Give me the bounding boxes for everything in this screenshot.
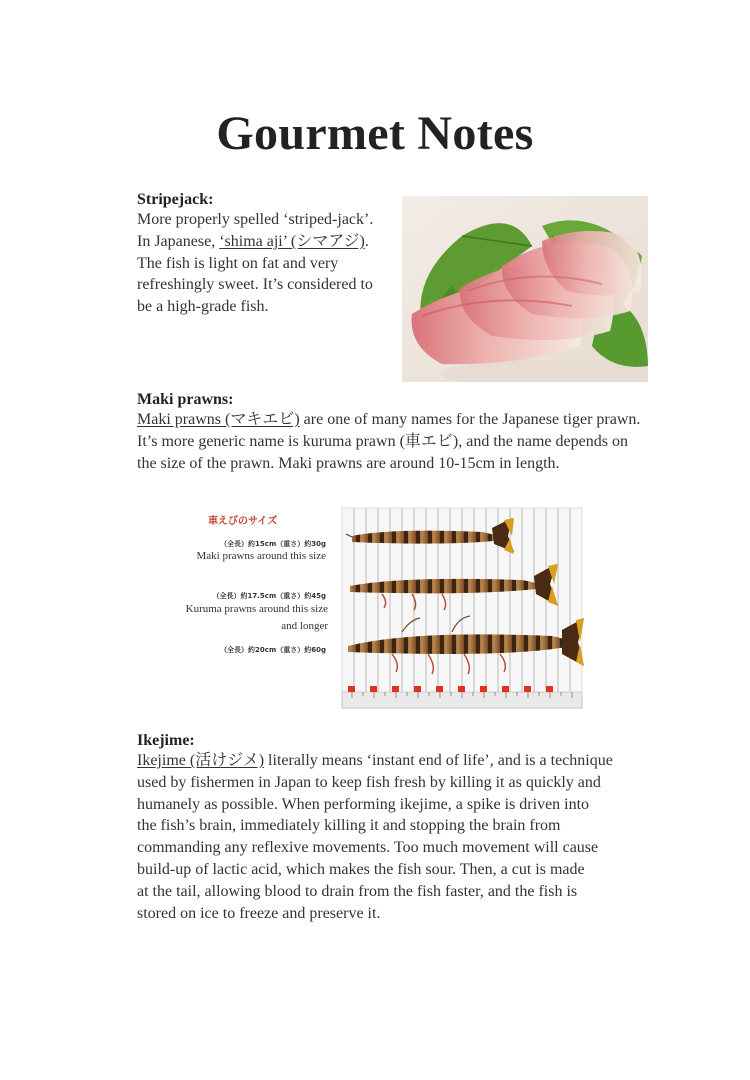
stripejack-line: refreshingly sweet. It’s considered to — [137, 276, 373, 294]
ikejime-section — [137, 732, 677, 924]
text-segment: . — [364, 232, 369, 250]
stripejack-section — [137, 191, 397, 318]
ikejime-line: commanding any reflexive movements. Too much movement will cause — [137, 839, 599, 857]
ikejime-body — [137, 750, 677, 924]
size1-caption: Maki prawns around this size — [196, 550, 326, 562]
text-segment: are one of many names for the Japanese tiger prawn. — [299, 411, 641, 428]
ikejime-line: used by fishermen in Japan to keep fish fresh by killing it as quickly and — [137, 773, 601, 791]
stripejack-line: be a high-grade fish. — [137, 298, 269, 316]
page-title: Gourmet Notes — [216, 107, 534, 160]
size2-jp-label: （全長）約17.5cm（重さ）約45g — [212, 592, 326, 600]
figure-title: 車えびのサイズ — [208, 516, 278, 527]
stripejack-line — [137, 231, 397, 253]
stripejack-heading: Stripejack: — [137, 191, 214, 208]
text-segment: In Japanese, — [137, 232, 220, 250]
text-segment: literally means ‘instant end of life’, and is a technique — [264, 752, 613, 769]
shima-aji-term: ‘shima aji’ (シマアジ) — [219, 232, 365, 250]
size2-caption: and longer — [281, 620, 328, 632]
ikejime-line — [137, 750, 677, 772]
stripejack-sashimi-image — [402, 196, 648, 382]
stripejack-body — [137, 209, 397, 318]
maki-line: the size of the prawn. Maki prawns are around 10-15cm in length. — [137, 454, 560, 472]
ikejime-line: stored on ice to freeze and preserve it. — [137, 904, 381, 922]
ikejime-line: humanely as possible. When performing ikejime, a spike is driven into — [137, 795, 590, 813]
ikejime-line: the fish’s brain, immediately killing it and stopping the brain from — [137, 817, 561, 835]
ikejime-heading: Ikejime: — [137, 732, 195, 749]
maki-heading: Maki prawns: — [137, 391, 234, 408]
maki-prawns-section — [137, 391, 697, 474]
size2-caption: Kuruma prawns around this size — [185, 603, 328, 615]
stripejack-line: The fish is light on fat and very — [137, 254, 339, 272]
maki-prawns-term: Maki prawns (マキエビ) — [137, 411, 300, 428]
ikejime-line: at the tail, allowing blood to drain from the fish faster, and the fish is — [137, 882, 578, 900]
prawn-size-figure — [152, 506, 584, 710]
stripejack-line: More properly spelled ‘striped-jack’. — [137, 211, 374, 228]
ikejime-term: Ikejime (活けジメ) — [137, 752, 265, 769]
size1-jp-label: （全長）約15cm（重さ）約30g — [220, 540, 326, 548]
maki-line: It’s more generic name is kuruma prawn (車エビ), and the name depends on — [137, 432, 628, 450]
ikejime-line: build-up of lactic acid, which makes the fish sour. Then, a cut is made — [137, 860, 585, 878]
maki-line — [137, 409, 697, 431]
maki-body — [137, 409, 697, 474]
size3-jp-label: （全長）約20cm（重さ）約60g — [220, 646, 326, 654]
